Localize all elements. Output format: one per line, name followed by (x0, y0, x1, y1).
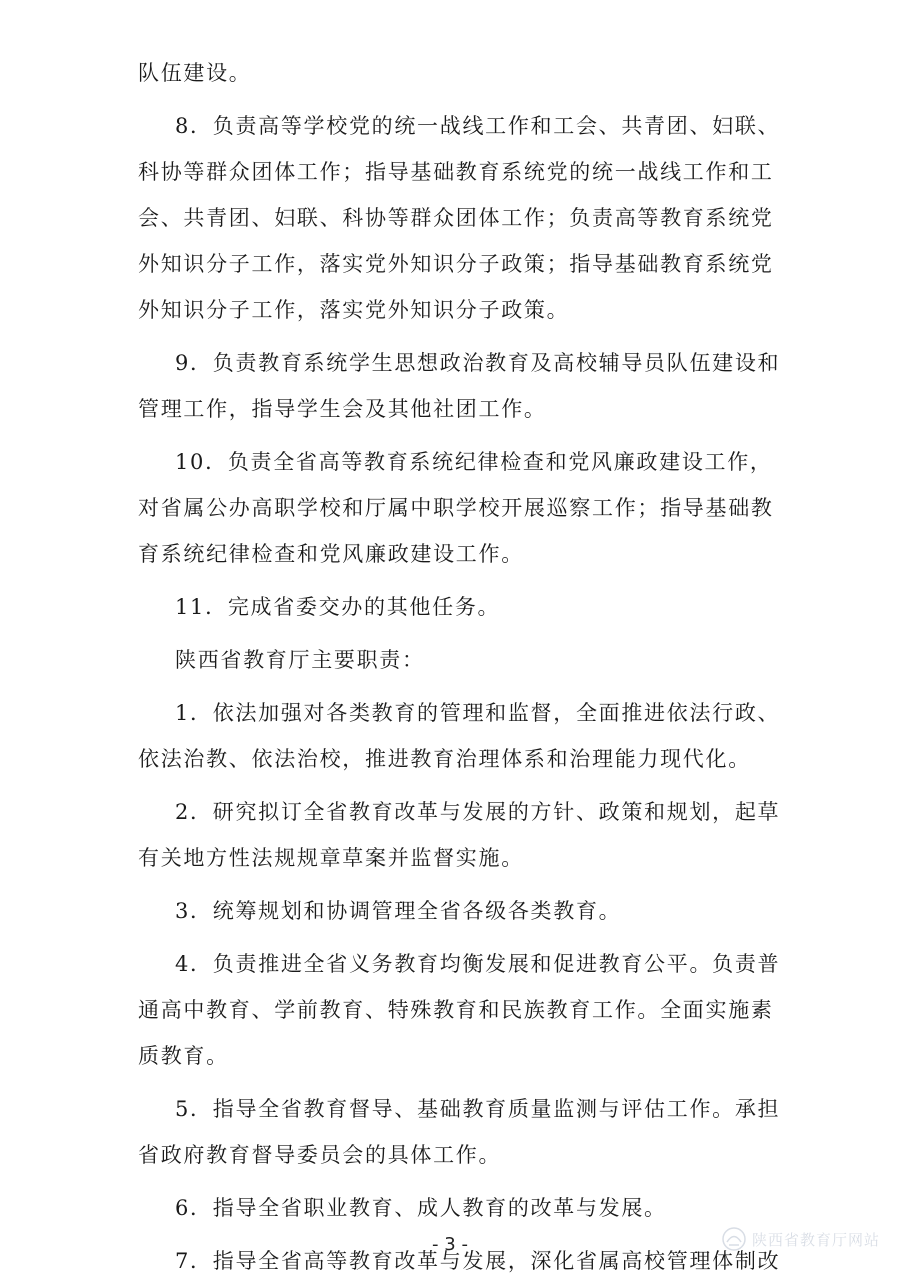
text-line: 外知识分子工作，落实党外知识分子政策。 (138, 298, 570, 322)
text-line: 会、共青团、妇联、科协等群众团体工作；负责高等教育系统党 (138, 206, 774, 230)
text-line: 9．负责教育系统学生思想政治教育及高校辅导员队伍建设和 (175, 351, 781, 375)
text-line: 通高中教育、学前教育、特殊教育和民族教育工作。全面实施素 (138, 998, 774, 1022)
watermark-text: 陕西省教育厅网站 (752, 1230, 881, 1249)
text-line: 2．研究拟订全省教育改革与发展的方针、政策和规划，起草 (175, 800, 781, 824)
text-line: 10．负责全省高等教育系统纪律检查和党风廉政建设工作， (175, 450, 773, 474)
watermark-logo-icon (720, 1225, 748, 1253)
text-line: 对省属公办高职学校和厅属中职学校开展巡察工作；指导基础教 (138, 496, 774, 520)
page-number: - 3 - (432, 1234, 468, 1255)
text-line: 4．负责推进全省义务教育均衡发展和促进教育公平。负责普 (175, 952, 781, 976)
text-line: 1．依法加强对各类教育的管理和监督，全面推进依法行政、 (175, 701, 781, 725)
text-line: 科协等群众团体工作；指导基础教育系统党的统一战线工作和工 (138, 160, 774, 184)
text-line: 7．指导全省高等教育改革与发展，深化省属高校管理体制改 (175, 1249, 781, 1273)
text-line: 管理工作，指导学生会及其他社团工作。 (138, 397, 547, 421)
text-line: 育系统纪律检查和党风廉政建设工作。 (138, 542, 524, 566)
text-line: 5．指导全省教育督导、基础教育质量监测与评估工作。承担 (175, 1097, 781, 1121)
text-line: 质教育。 (138, 1044, 229, 1068)
text-line: 队伍建设。 (138, 61, 252, 85)
text-line: 依法治教、依法治校，推进教育治理体系和治理能力现代化。 (138, 747, 751, 771)
text-line: 3．统筹规划和协调管理全省各级各类教育。 (175, 899, 622, 923)
text-line: 11．完成省委交办的其他任务。 (175, 595, 501, 619)
text-line: 陕西省教育厅主要职责： (175, 648, 425, 672)
text-line: 6．指导全省职业教育、成人教育的改革与发展。 (175, 1196, 667, 1220)
text-line: 外知识分子工作，落实党外知识分子政策；指导基础教育系统党 (138, 252, 774, 276)
body-text (138, 50, 781, 1284)
text-line: 省政府教育督导委员会的具体工作。 (138, 1143, 502, 1167)
text-line: 8．负责高等学校党的统一战线工作和工会、共青团、妇联、 (175, 114, 781, 138)
text-line: 有关地方性法规规章草案并监督实施。 (138, 846, 524, 870)
site-watermark (720, 1225, 880, 1253)
